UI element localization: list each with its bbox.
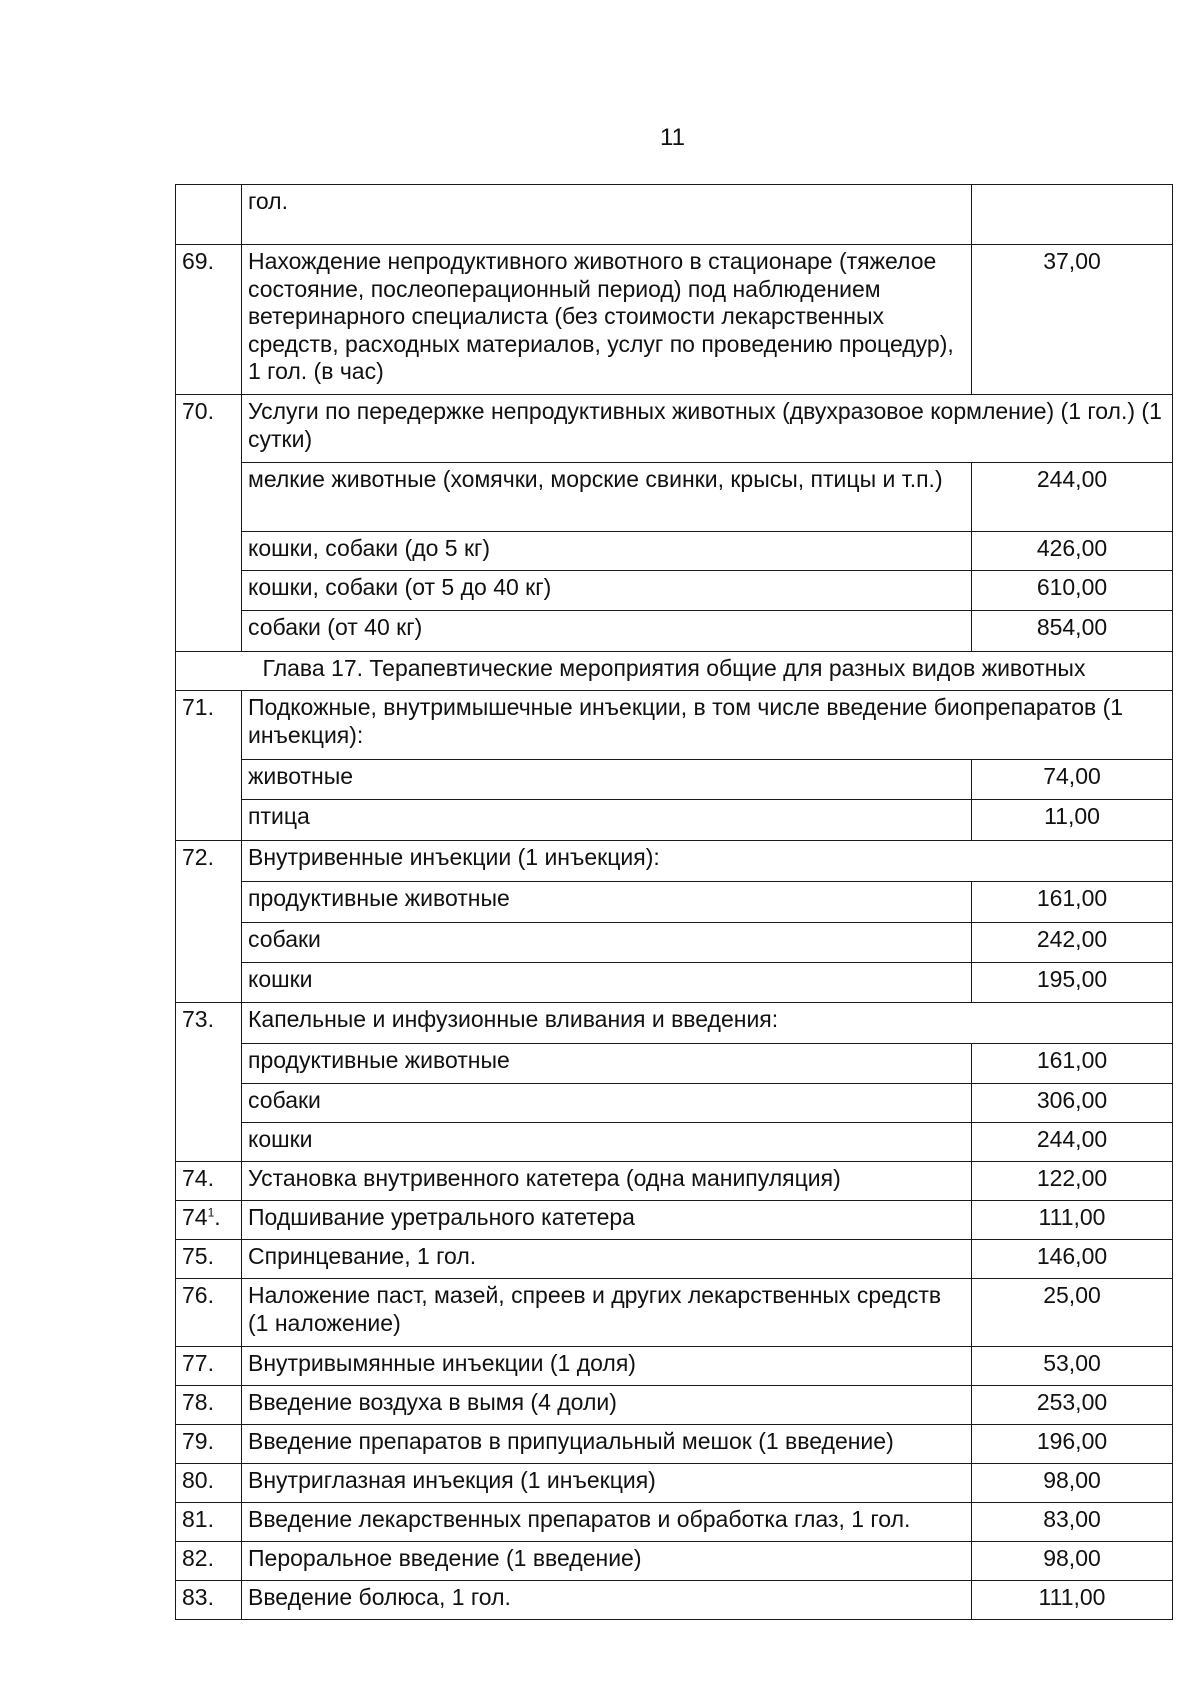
subitem-description: собаки xyxy=(242,923,972,963)
subitem-description: птица xyxy=(242,800,972,841)
price-cell xyxy=(972,185,1173,245)
row-number: 82. xyxy=(176,1542,242,1581)
price-value: 195,00 xyxy=(972,963,1173,1003)
table-subrow xyxy=(176,463,1173,532)
table-row-69 xyxy=(176,245,1173,395)
price-value: 306,00 xyxy=(972,1084,1173,1123)
subitem-description: кошки xyxy=(242,1123,972,1162)
subitem-description: мелкие животные (хомячки, морские свинки, крысы, птицы и т.п.) xyxy=(242,463,972,532)
table-subrow xyxy=(176,882,1173,923)
service-description: Установка внутривенного катетера (одна манипуляция) xyxy=(242,1162,972,1201)
row-number: 77. xyxy=(176,1347,242,1386)
price-value: 111,00 xyxy=(972,1581,1173,1620)
chapter-heading-row xyxy=(176,652,1173,691)
table-subrow xyxy=(176,571,1173,611)
table-subrow xyxy=(176,800,1173,841)
table-subrow xyxy=(176,760,1173,800)
service-description: Подкожные, внутримышечные инъекции, в том числе введение биопрепаратов (1 инъекция): xyxy=(242,691,1173,760)
price-value: 161,00 xyxy=(972,882,1173,923)
service-description: Внутривенные инъекции (1 инъекция): xyxy=(242,841,1173,882)
service-description: гол. xyxy=(242,185,972,245)
service-description: Внутривымянные инъекции (1 доля) xyxy=(242,1347,972,1386)
price-value: 610,00 xyxy=(972,571,1173,611)
table-subrow xyxy=(176,1084,1173,1123)
service-description: Введение болюса, 1 гол. xyxy=(242,1581,972,1620)
subitem-description: кошки xyxy=(242,963,972,1003)
subitem-description: продуктивные животные xyxy=(242,882,972,923)
price-value: 244,00 xyxy=(972,1123,1173,1162)
table-row-82 xyxy=(176,1542,1173,1581)
table-row-80 xyxy=(176,1464,1173,1503)
row-number xyxy=(176,1201,242,1240)
price-value: 98,00 xyxy=(972,1542,1173,1581)
row-number: 83. xyxy=(176,1581,242,1620)
service-description: Услуги по передержке непродуктивных животных (двухразовое кормление) (1 гол.) (1 сутки) xyxy=(242,395,1173,463)
table-row-73 xyxy=(176,1003,1173,1044)
service-description: Наложение паст, мазей, спреев и других лекарственных средств (1 наложение) xyxy=(242,1279,972,1347)
price-value: 122,00 xyxy=(972,1162,1173,1201)
service-description: Спринцевание, 1 гол. xyxy=(242,1240,972,1279)
price-table xyxy=(175,184,1173,1620)
table-row-continuation xyxy=(176,185,1173,245)
row-number-superscript: 1 xyxy=(207,1205,215,1220)
row-number: 74. xyxy=(176,1162,242,1201)
table-row-71 xyxy=(176,691,1173,760)
price-value: 83,00 xyxy=(972,1503,1173,1542)
page-number: 11 xyxy=(660,124,685,151)
row-number-tail: . xyxy=(214,1204,221,1230)
price-value: 53,00 xyxy=(972,1347,1173,1386)
service-description: Внутриглазная инъекция (1 инъекция) xyxy=(242,1464,972,1503)
table-row-72 xyxy=(176,841,1173,882)
price-value: 25,00 xyxy=(972,1279,1173,1347)
table-subrow xyxy=(176,1044,1173,1084)
row-number: 79. xyxy=(176,1425,242,1464)
subitem-description: кошки, собаки (от 5 до 40 кг) xyxy=(242,571,972,611)
row-number: 70. xyxy=(176,395,242,652)
row-number: 71. xyxy=(176,691,242,841)
table-row-75 xyxy=(176,1240,1173,1279)
price-value: 426,00 xyxy=(972,532,1173,571)
price-value: 74,00 xyxy=(972,760,1173,800)
service-description: Введение воздуха в вымя (4 доли) xyxy=(242,1386,972,1425)
price-value: 98,00 xyxy=(972,1464,1173,1503)
price-value: 244,00 xyxy=(972,463,1173,532)
table-row-74-1 xyxy=(176,1201,1173,1240)
subitem-description: продуктивные животные xyxy=(242,1044,972,1084)
row-number: 81. xyxy=(176,1503,242,1542)
price-value: 242,00 xyxy=(972,923,1173,963)
row-number: 80. xyxy=(176,1464,242,1503)
service-description: Капельные и инфузионные вливания и введения: xyxy=(242,1003,1173,1044)
table-subrow xyxy=(176,1123,1173,1162)
row-number: 78. xyxy=(176,1386,242,1425)
price-value: 161,00 xyxy=(972,1044,1173,1084)
service-description: Введение препаратов в припуциальный мешок (1 введение) xyxy=(242,1425,972,1464)
row-number: 76. xyxy=(176,1279,242,1347)
price-value: 37,00 xyxy=(972,245,1173,395)
subitem-description: собаки xyxy=(242,1084,972,1123)
table-row-74 xyxy=(176,1162,1173,1201)
table-subrow xyxy=(176,923,1173,963)
service-description: Введение лекарственных препаратов и обработка глаз, 1 гол. xyxy=(242,1503,972,1542)
table-row-77 xyxy=(176,1347,1173,1386)
service-description: Пероральное введение (1 введение) xyxy=(242,1542,972,1581)
table-row-78 xyxy=(176,1386,1173,1425)
price-value: 146,00 xyxy=(972,1240,1173,1279)
service-description: Подшивание уретрального катетера xyxy=(242,1201,972,1240)
price-value: 196,00 xyxy=(972,1425,1173,1464)
price-value: 11,00 xyxy=(972,800,1173,841)
service-description: Нахождение непродуктивного животного в стационаре (тяжелое состояние, послеоперационный период) под наблюдением ветеринарного специалиста (без стоимости лекарственных средств, расходных материалов, услуг по проведению процедур), 1 гол. (в час) xyxy=(242,245,972,395)
table-subrow xyxy=(176,611,1173,652)
chapter-heading: Глава 17. Терапевтические мероприятия общие для разных видов животных xyxy=(176,652,1173,691)
price-value: 854,00 xyxy=(972,611,1173,652)
table-row-76 xyxy=(176,1279,1173,1347)
table-row-70 xyxy=(176,395,1173,463)
price-value: 253,00 xyxy=(972,1386,1173,1425)
subitem-description: кошки, собаки (до 5 кг) xyxy=(242,532,972,571)
table-subrow xyxy=(176,532,1173,571)
row-number: 75. xyxy=(176,1240,242,1279)
row-number: 72. xyxy=(176,841,242,1003)
subitem-description: животные xyxy=(242,760,972,800)
table-row-83 xyxy=(176,1581,1173,1620)
price-value: 111,00 xyxy=(972,1201,1173,1240)
subitem-description: собаки (от 40 кг) xyxy=(242,611,972,652)
table-subrow xyxy=(176,963,1173,1003)
row-number: 69. xyxy=(176,245,242,395)
row-number-main: 74 xyxy=(182,1204,208,1230)
row-number-cell xyxy=(176,185,242,245)
table-row-79 xyxy=(176,1425,1173,1464)
row-number: 73. xyxy=(176,1003,242,1162)
table-row-81 xyxy=(176,1503,1173,1542)
